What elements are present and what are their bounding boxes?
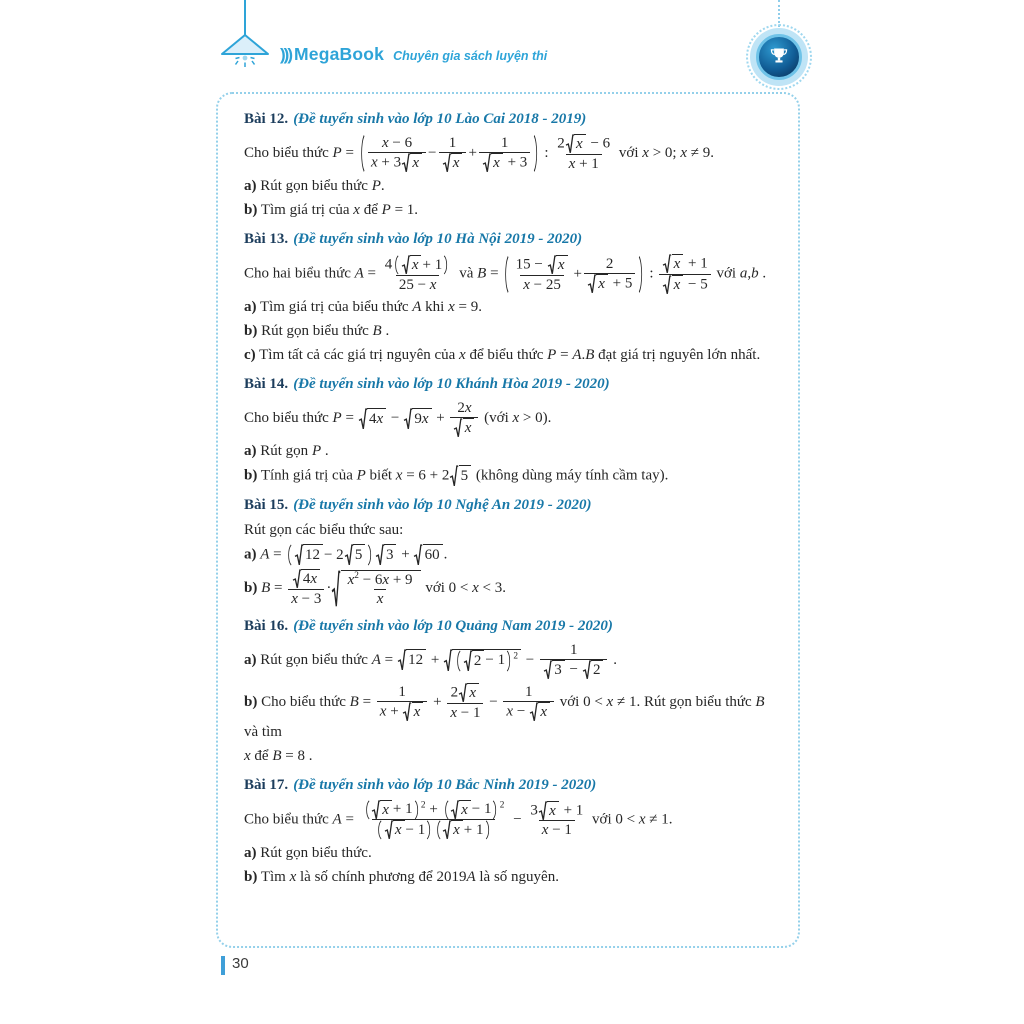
exercise-line: b) Tìm giá trị của x để P = 1. [244,201,419,218]
exercise-line: a) Rút gọn biểu thức. [244,845,372,862]
logo-text: MegaBook [293,44,385,64]
exercise-line: Rút gọn các biểu thức sau: [244,522,404,539]
exercise-line: a) Tìm giá trị của biểu thức A khi x = 9. [244,299,482,316]
dotted-hanger-line [778,0,780,27]
exercise-line: b) Tìm x là số chính phương để 2019A là số nguyên. [244,869,559,886]
exercise-line: Cho hai biểu thức A = 4 x + 1 25 − x và B = 15 − x x − 25 + 2 x + 5 : x + 1 x − 5 với a,b . [244,255,767,293]
exercise-title: Bài 15. [244,497,289,514]
exercise-block [244,495,780,608]
exercise-line: a) Rút gọn biểu thức P. [244,177,385,194]
exercise-line: a) Rút gọn biểu thức A = 12 + 2 − 1 $^2$ − 1 3 − 2 . [244,642,617,678]
exercise-heading [244,109,780,130]
exercise-line: x để B = 8 . [244,747,313,764]
exercise-line: b) B = $\frac{4x}{x - 3}$ · $\frac{x^2 - 6x + 9}{x}$ với 0 < x < 3. [244,570,507,607]
exercise-title: Bài 13. [244,230,289,247]
exercise-title: Bài 12. [244,111,289,127]
exercise-source: (Đề tuyển sinh vào lớp 10 Khánh Hòa 2019 - 2020) [293,376,610,393]
exercise-block [244,229,780,367]
pendant-lamp-icon [205,0,289,70]
exercise-block [244,374,780,487]
exercise-line: Cho biểu thức P = x − 6 x + 3 x − $\frac{1}{x}$ + 1 x + 3 : 2 x − 6 x + 1 với x > 0; x ≠ 9. [244,135,714,172]
exercise-source: (Đề tuyển sinh vào lớp 10 Hà Nội 2019 - 2020) [293,230,583,247]
exercise-line: a) A = 12 − 2 5 3 + 60 . [244,544,780,566]
exercise-line: Cho biểu thức A = x + 1 $^2$ + x − 1 $^2$ x − 1 x + 1 − 3 x + 1 x − 1 với 0 < x ≠ 1. [244,799,673,839]
exercise-block [244,616,780,767]
logo-tagline: Chuyên gia sách luyện thi [393,49,548,63]
brand-logo [280,44,547,65]
exercise-block [244,109,780,221]
exercise-block [244,775,780,889]
exercise-source: (Đề tuyển sinh vào lớp 10 Nghệ An 2019 - 2020) [293,497,592,514]
page-number: 30 [232,955,249,972]
exercise-line: b) Tính giá trị của P biết x = 6 + 2 5 (không dùng máy tính cầm tay). [244,465,780,487]
trophy-badge-icon [750,28,808,86]
trophy-inner-circle [756,34,802,80]
exercise-heading [244,374,780,395]
exercise-heading [244,229,780,250]
exercise-line: b) Cho biểu thức B = 1 x + x + 2 x x − 1 − 1 x − x với 0 < x ≠ 1. Rút gọn biểu thức B và tìm [244,683,765,740]
exercise-source: (Đề tuyển sinh vào lớp 10 Lào Cai 2018 - 2019) [293,111,587,127]
exercise-line: b) Rút gọn biểu thức B . [244,323,390,340]
exercise-title: Bài 17. [244,776,289,793]
exercise-source: (Đề tuyển sinh vào lớp 10 Bắc Ninh 2019 - 2020) [293,776,597,793]
exercise-panel [216,92,800,948]
exercise-heading [244,775,780,796]
exercise-heading [244,495,780,516]
trophy-cup-icon [766,44,792,70]
exercise-source: (Đề tuyển sinh vào lớp 10 Quảng Nam 2019 - 2020) [293,618,613,634]
exercise-line: Cho biểu thức P = 4x − 9x + $\frac{2x}{x}$ (với x > 0). [244,400,552,437]
page-number-bar [221,956,225,975]
exercise-line: c) Tìm tất cả các giá trị nguyên của x để biểu thức P = A.B đạt giá trị nguyên lớn nhất. [244,347,761,364]
exercise-title: Bài 16. [244,618,289,634]
exercise-list [244,109,780,888]
exercise-heading [244,616,780,637]
exercise-line: a) Rút gọn P . [244,443,329,460]
exercise-title: Bài 14. [244,376,289,393]
logo-marks-icon: ))) [280,45,291,64]
